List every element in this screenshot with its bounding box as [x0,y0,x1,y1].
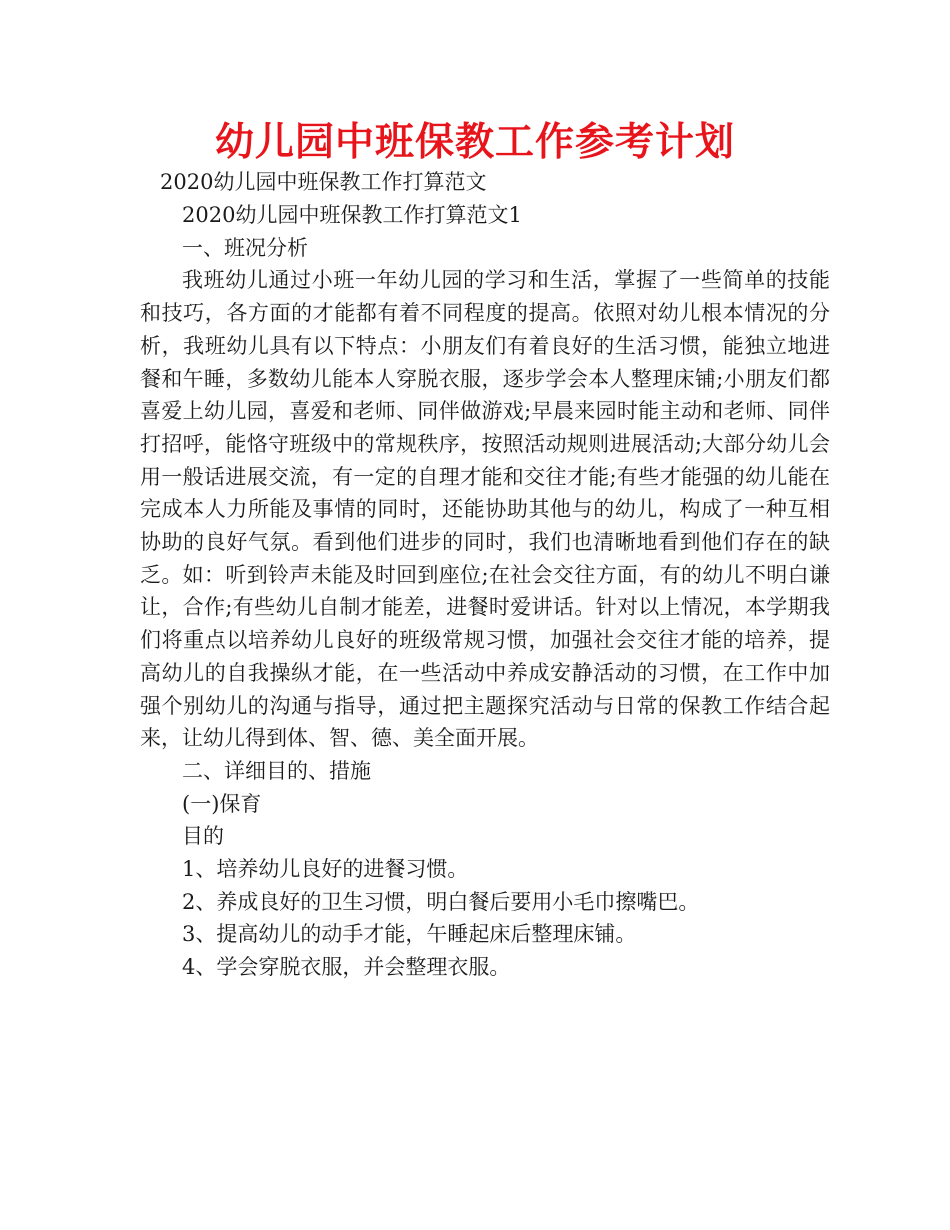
paragraph-heading-goals-measures: 二、详细目的、措施 [182,758,371,783]
document-body [140,199,830,984]
list-item-goal-2: 2、养成良好的卫生习惯，明白餐后要用小毛巾擦嘴巴。 [182,889,700,914]
paragraph-heading-goals: 目的 [182,824,224,849]
document-subtitle: 2020幼儿园中班保教工作打算范文 [160,170,487,194]
paragraph-heading-care: (一)保育 [182,791,262,816]
list-item-goal-3: 3、提高幼儿的动手才能，午睡起床后整理床铺。 [182,922,637,947]
paragraph-class-analysis-body: 我班幼儿通过小班一年幼儿园的学习和生活，掌握了一些简单的技能和技巧，各方面的才能都有着不同程度的提高。依照对幼儿根本情况的分析，我班幼儿具有以下特点：小朋友们有着良好的生活习惯，能独立地进餐和午睡，多数幼儿能本人穿脱衣服，逐步学会本人整理床铺;小朋友们都喜爱上幼儿园，喜爱和老师、同伴做游戏;早晨来园时能主动和老师、同伴打招呼，能恪守班级中的常规秩序，按照活动规则进展活动;大部分幼儿会用一般话进展交流，有一定的自理才能和交往才能;有些才能强的幼儿能在完成本人力所能及事情的同时，还能协助其他与的幼儿，构成了一种互相协助的良好气氛。看到他们进步的同时，我们也清晰地看到他们存在的缺乏。如：听到铃声未能及时回到座位;在社会交往方面，有的幼儿不明白谦让，合作;有些幼儿自制才能差，进餐时爱讲话。针对以上情况，本学期我们将重点以培养幼儿良好的班级常规习惯，加强社会交往才能的培养，提高幼儿的自我操纵才能，在一些活动中养成安静活动的习惯，在工作中加强个别幼儿的沟通与指导，通过把主题探究活动与日常的保教工作结合起来，让幼儿得到体、智、德、美全面开展。 [140,268,830,751]
list-item-goal-4: 4、学会穿脱衣服，并会整理衣服。 [182,955,511,980]
list-item-goal-1: 1、培养幼儿良好的进餐习惯。 [182,857,469,882]
paragraph-section-title: 2020幼儿园中班保教工作打算范文1 [182,203,522,227]
document-title: 幼儿园中班保教工作参考计划 [214,120,735,165]
paragraph-heading-class-analysis: 一、班况分析 [182,235,308,260]
